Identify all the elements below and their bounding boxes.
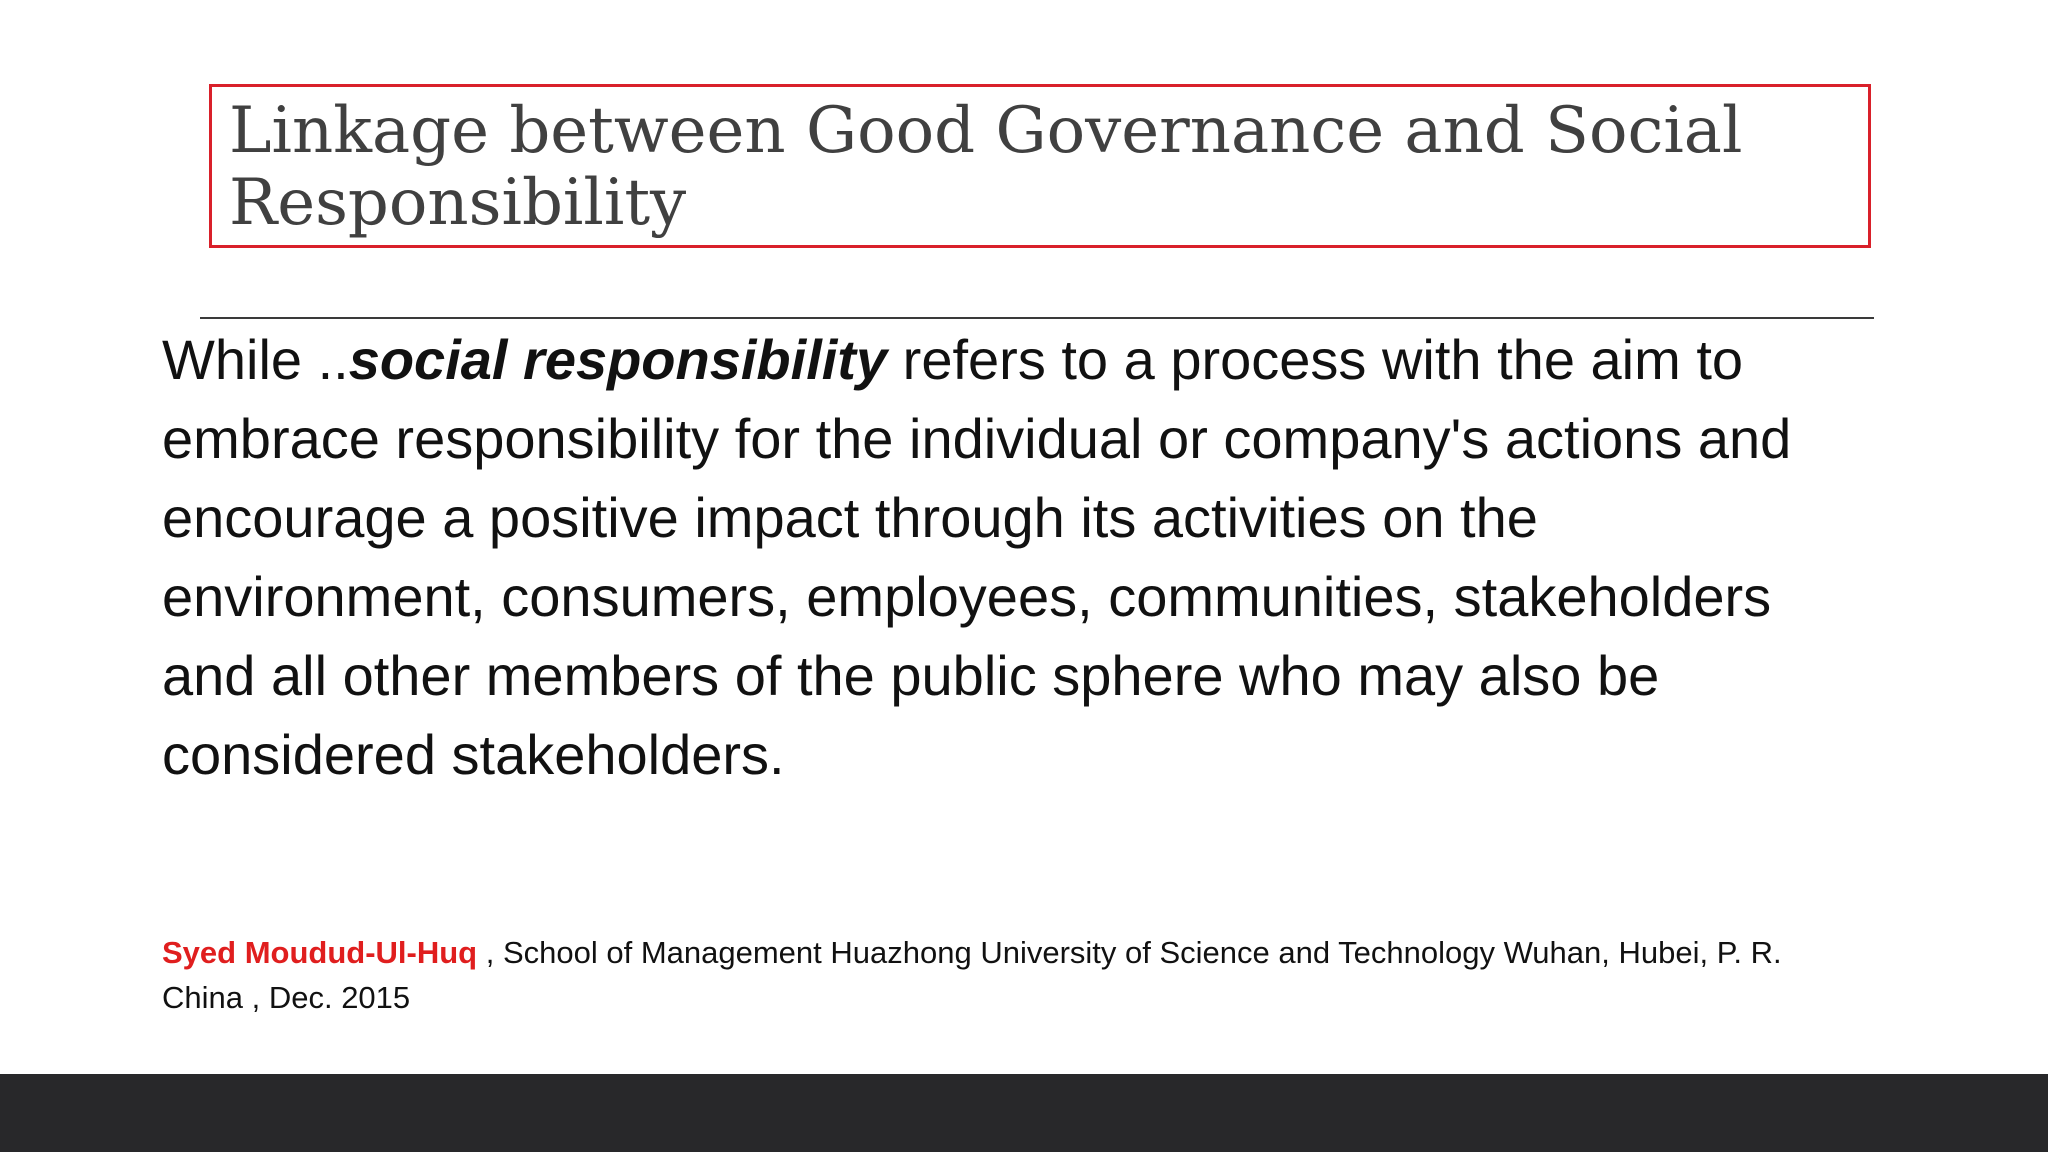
body-prefix: While .. (162, 328, 349, 391)
body-paragraph (162, 320, 1802, 794)
citation-details: , School of Management Huazhong University of Science and Technology Wuhan, Hubei, P. R. China , Dec. 2015 (162, 935, 1782, 1015)
bottom-bar (0, 1074, 2048, 1152)
slide-title: Linkage between Good Governance and Social Responsibility (229, 94, 1743, 240)
body-emphasis: social responsibility (348, 328, 888, 391)
citation (162, 930, 1822, 1020)
citation-author: Syed Moudud-Ul-Huq (162, 935, 478, 970)
body-rest: refers to a process with the aim to embrace responsibility for the individual or company's actions and encourage a positive impact through its activities on the environment, consumers, employees, communities, stakeholders and all other members of the public sphere who may also be considered stakeholders. (162, 328, 1792, 786)
title-box (209, 84, 1871, 248)
title-divider (200, 317, 1874, 319)
